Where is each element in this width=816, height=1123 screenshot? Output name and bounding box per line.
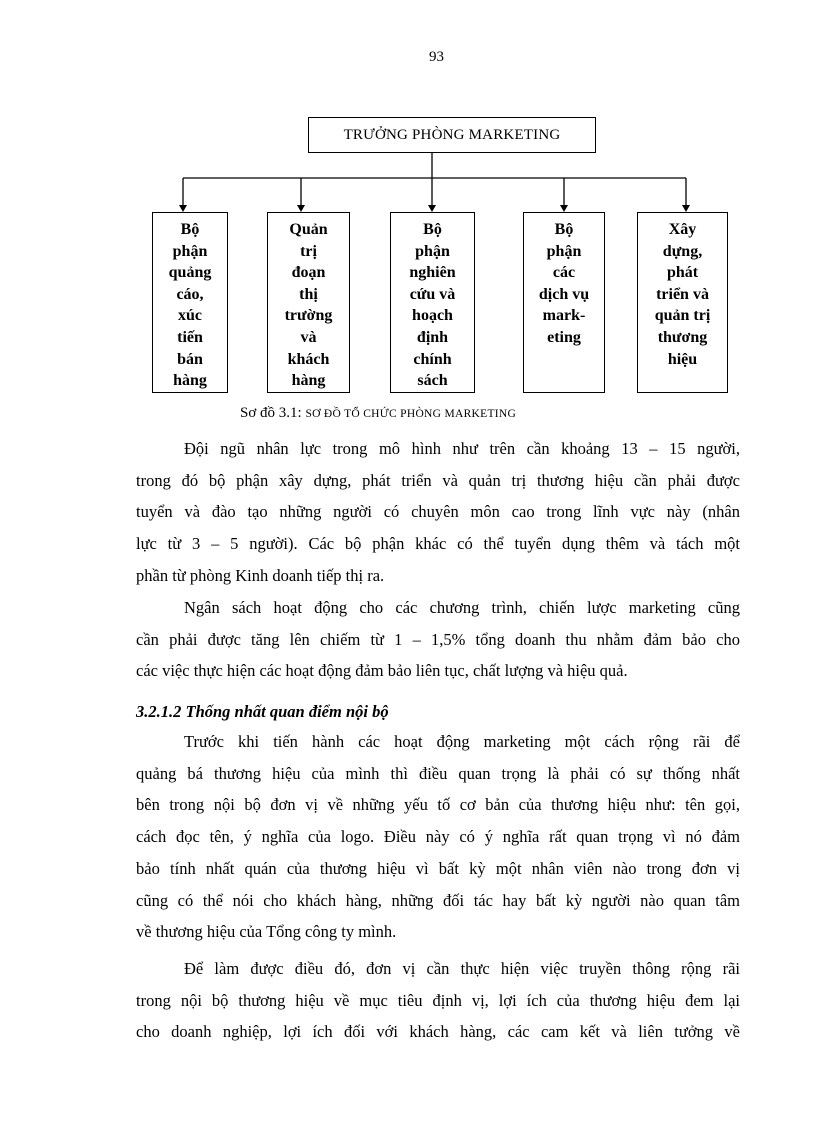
dept-line: hàng (173, 372, 207, 390)
dept-line: hoạch (412, 307, 453, 325)
dept-line: chính (413, 350, 452, 368)
paragraph-internal-consensus (136, 726, 740, 948)
text-line: Ngân sách hoạt động cho các chương trình, chiến lược marketing cũng (184, 598, 740, 617)
text-line: Để làm được điều đó, đơn vị cần thực hiện việc truyền thông rộng rãi (184, 959, 740, 978)
text-line: trong đó bộ phận xây dựng, phát triển và quản trị thương hiệu cần phải được (136, 470, 740, 490)
dept-box-marketing-services (523, 212, 605, 393)
paragraph-communication (136, 953, 740, 1048)
arrowhead (682, 205, 690, 212)
dept-line: mark- (542, 307, 586, 325)
dept-line: thương (657, 328, 708, 346)
text-line: cho doanh nghiệp, lợi ích đối với khách hàng, các cam kết và liên tưởng về (136, 1022, 740, 1042)
dept-box-brand-management (637, 212, 728, 393)
paragraph-budget (136, 592, 740, 687)
dept-line: Xây (668, 221, 697, 238)
dept-line: định (416, 328, 449, 346)
text-line: quảng bá thương hiệu của mình thì điều quan trọng là phải có sự thống nhất (136, 763, 740, 783)
dept-line: hàng (291, 372, 326, 390)
text-line: lực từ 3 – 5 người). Các bộ phận khác có thể tuyển dụng thêm và tách một (136, 534, 740, 554)
dept-line: quảng (168, 264, 212, 282)
diagram-caption (240, 405, 660, 422)
text-line: trong nội bộ thương hiệu về mục tiêu định vị, lợi ích của thương hiệu đem lại (136, 990, 740, 1010)
dept-line: Bộ (180, 221, 200, 238)
arrowhead (297, 205, 305, 212)
dept-line: và (300, 328, 317, 346)
dept-line: Quản (289, 221, 328, 238)
dept-line: bán (177, 350, 203, 368)
text-line: cũng có thể nói cho khách hàng, những đối tác hay bất kỳ người nào quan tâm (136, 890, 740, 910)
text-line: Đội ngũ nhân lực trong mô hình như trên cần khoảng 13 – 15 người, (184, 439, 740, 458)
section-heading: 3.2.1.2 Thống nhất quan điểm nội bộ (136, 702, 389, 721)
paragraph-staffing (136, 433, 740, 592)
text-line: cần phải được tăng lên chiếm từ 1 – 1,5% tổng doanh thu nhằm đảm bảo cho (136, 629, 740, 649)
dept-line: đoạn (291, 264, 326, 282)
text-line: bên trong nội bộ đơn vị về những yếu tố cơ bản của thương hiệu như: tên gọi, (136, 795, 740, 815)
arrowhead (428, 205, 436, 212)
dept-line: cứu và (409, 285, 456, 303)
dept-line: triển và (656, 285, 709, 303)
arrowhead (560, 205, 568, 212)
dept-line: phận (546, 242, 582, 260)
dept-line: thị (299, 285, 318, 303)
dept-line: xúc (178, 307, 202, 325)
text-line: về thương hiệu của Tổng công ty mình. (136, 922, 397, 942)
dept-line: dựng, (662, 242, 703, 260)
page-number: 93 (429, 49, 444, 65)
dept-line: trường (284, 307, 333, 325)
text-line: bảo tính nhất quán của thương hiệu vì bất kỳ một nhân viên nào trong đơn vị (136, 858, 740, 878)
dept-line: Bộ (554, 221, 574, 238)
dept-line: sách (417, 372, 448, 390)
arrowhead (179, 205, 187, 212)
dept-line: cáo, (176, 285, 204, 303)
text-line: cách đọc tên, ý nghĩa của logo. Điều này có ý nghĩa rất quan trọng vì nó đảm (136, 827, 740, 847)
dept-line: tiến (177, 328, 203, 346)
dept-line: khách (287, 350, 330, 368)
dept-line: phận (172, 242, 208, 260)
marketing-head-box: TRƯỞNG PHÒNG MARKETING (308, 117, 596, 153)
text-line: tuyển và đào tạo những người có chuyên môn cao trong lĩnh vực này (nhân (136, 502, 740, 522)
dept-line: nghiên (409, 264, 456, 282)
dept-box-research-planning (390, 212, 475, 393)
dept-box-market-segments (267, 212, 350, 393)
dept-line: phận (415, 242, 450, 260)
dept-line: eting (547, 328, 581, 346)
caption-title: SƠ ĐỒ TỔ CHỨC PHÒNG MARKETING (305, 408, 517, 420)
text-line: các việc thực hiện các hoạt động đảm bảo liên tục, chất lượng và hiệu quả. (136, 661, 628, 681)
dept-line: dịch vụ (538, 285, 590, 303)
dept-line: hiệu (667, 350, 698, 368)
dept-line: các (552, 264, 576, 282)
dept-line: trị (300, 242, 317, 260)
text-line: Trước khi tiến hành các hoạt động marketing một cách rộng rãi để (184, 732, 740, 751)
text-line: phần từ phòng Kinh doanh tiếp thị ra. (136, 565, 385, 585)
dept-line: quản trị (654, 307, 711, 325)
dept-line: phát (666, 264, 699, 282)
caption-prefix: Sơ đồ 3.1: (240, 405, 306, 421)
dept-box-advertising (152, 212, 228, 393)
dept-line: Bộ (423, 221, 442, 238)
